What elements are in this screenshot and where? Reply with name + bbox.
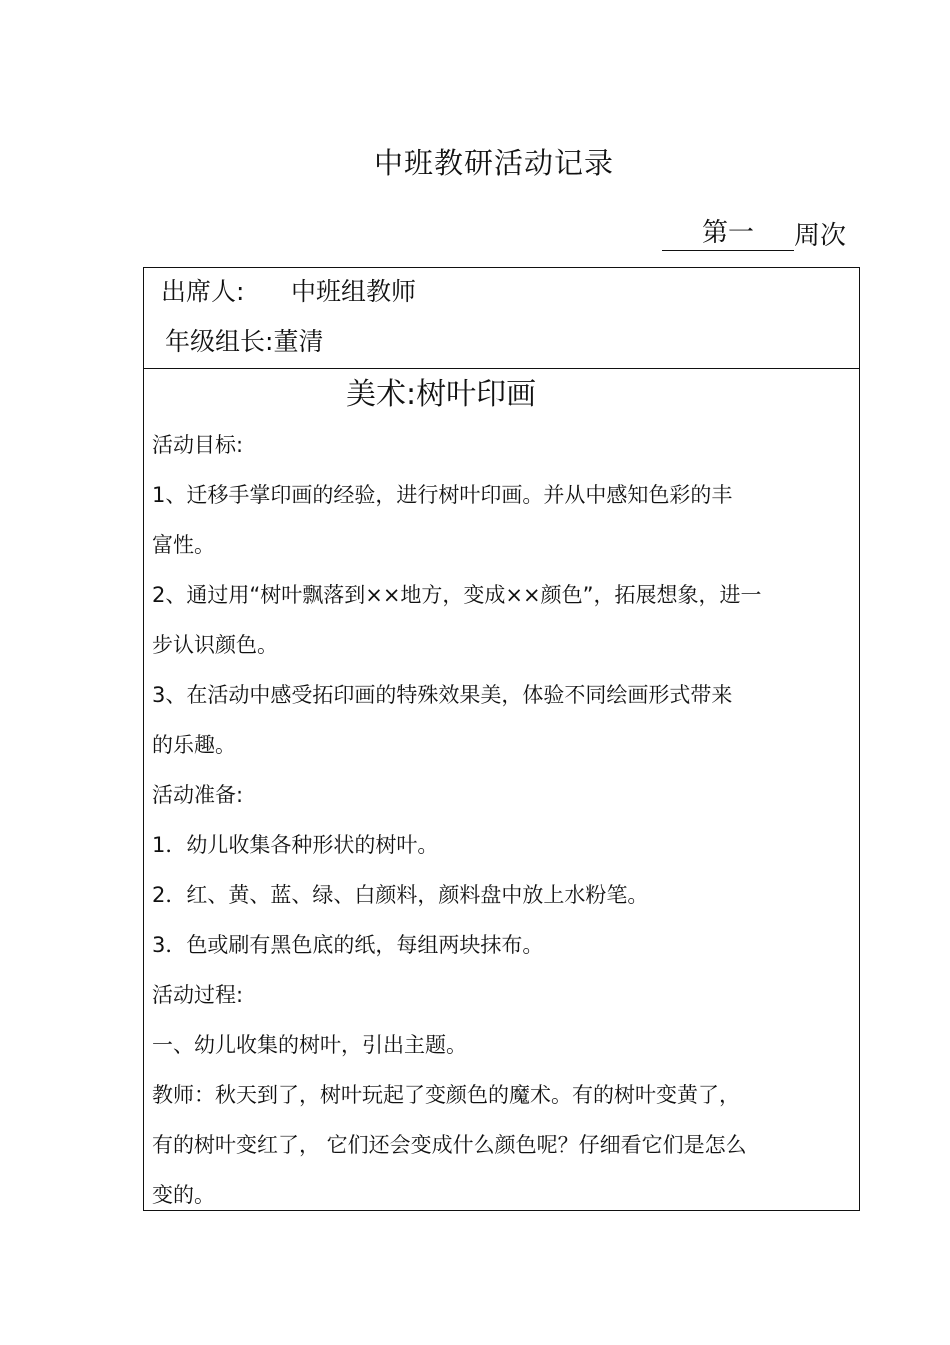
activity-line: 活动准备:	[152, 783, 244, 807]
leader-value: 董清	[273, 327, 324, 356]
attendees-label: 出席人:	[161, 277, 245, 306]
week-field	[662, 216, 846, 256]
activity-line: 步认识颜色。	[152, 633, 278, 657]
header-cell	[144, 268, 859, 369]
activity-content	[152, 424, 852, 1224]
activity-line: 1、迁移手掌印画的经验，进行树叶印画。并从中感知色彩的丰	[152, 483, 733, 507]
activity-line: 有的树叶变红了， 它们还会变成什么颜色呢？仔细看它们是怎么	[152, 1133, 747, 1157]
leader-row	[165, 324, 323, 360]
activity-line: 活动目标:	[152, 433, 244, 457]
week-suffix: 周次	[794, 221, 847, 251]
activity-line: 2．红、黄、蓝、绿、白颜料，颜料盘中放上水粉笔。	[152, 883, 649, 907]
attendees-row	[161, 274, 416, 310]
leader-label: 年级组长:	[165, 327, 274, 356]
record-table	[143, 267, 860, 1211]
week-blank-underline	[662, 216, 794, 251]
activity-line: 教师：秋天到了，树叶玩起了变颜色的魔术。有的树叶变黄了，	[152, 1083, 740, 1107]
activity-line: 的乐趣。	[152, 733, 236, 757]
activity-title: 美术:树叶印画	[346, 377, 537, 412]
activity-line: 3、在活动中感受拓印画的特殊效果美，体验不同绘画形式带来	[152, 683, 733, 707]
activity-line: 活动过程:	[152, 983, 244, 1007]
attendees-value: 中班组教师	[291, 277, 417, 306]
activity-line: 2、通过用“树叶飘落到××地方，变成××颜色”，拓展想象，进一	[152, 583, 762, 607]
activity-line: 富性。	[152, 533, 215, 557]
activity-line: 1．幼儿收集各种形状的树叶。	[152, 833, 439, 857]
activity-cell	[144, 369, 859, 1210]
page-title: 中班教研活动记录	[373, 146, 614, 180]
activity-line: 一、幼儿收集的树叶，引出主题。	[152, 1033, 467, 1057]
activity-line: 3．色或刷有黑色底的纸，每组两块抹布。	[152, 933, 544, 957]
week-value: 第一	[702, 218, 755, 248]
activity-line: 变的。	[152, 1183, 215, 1207]
